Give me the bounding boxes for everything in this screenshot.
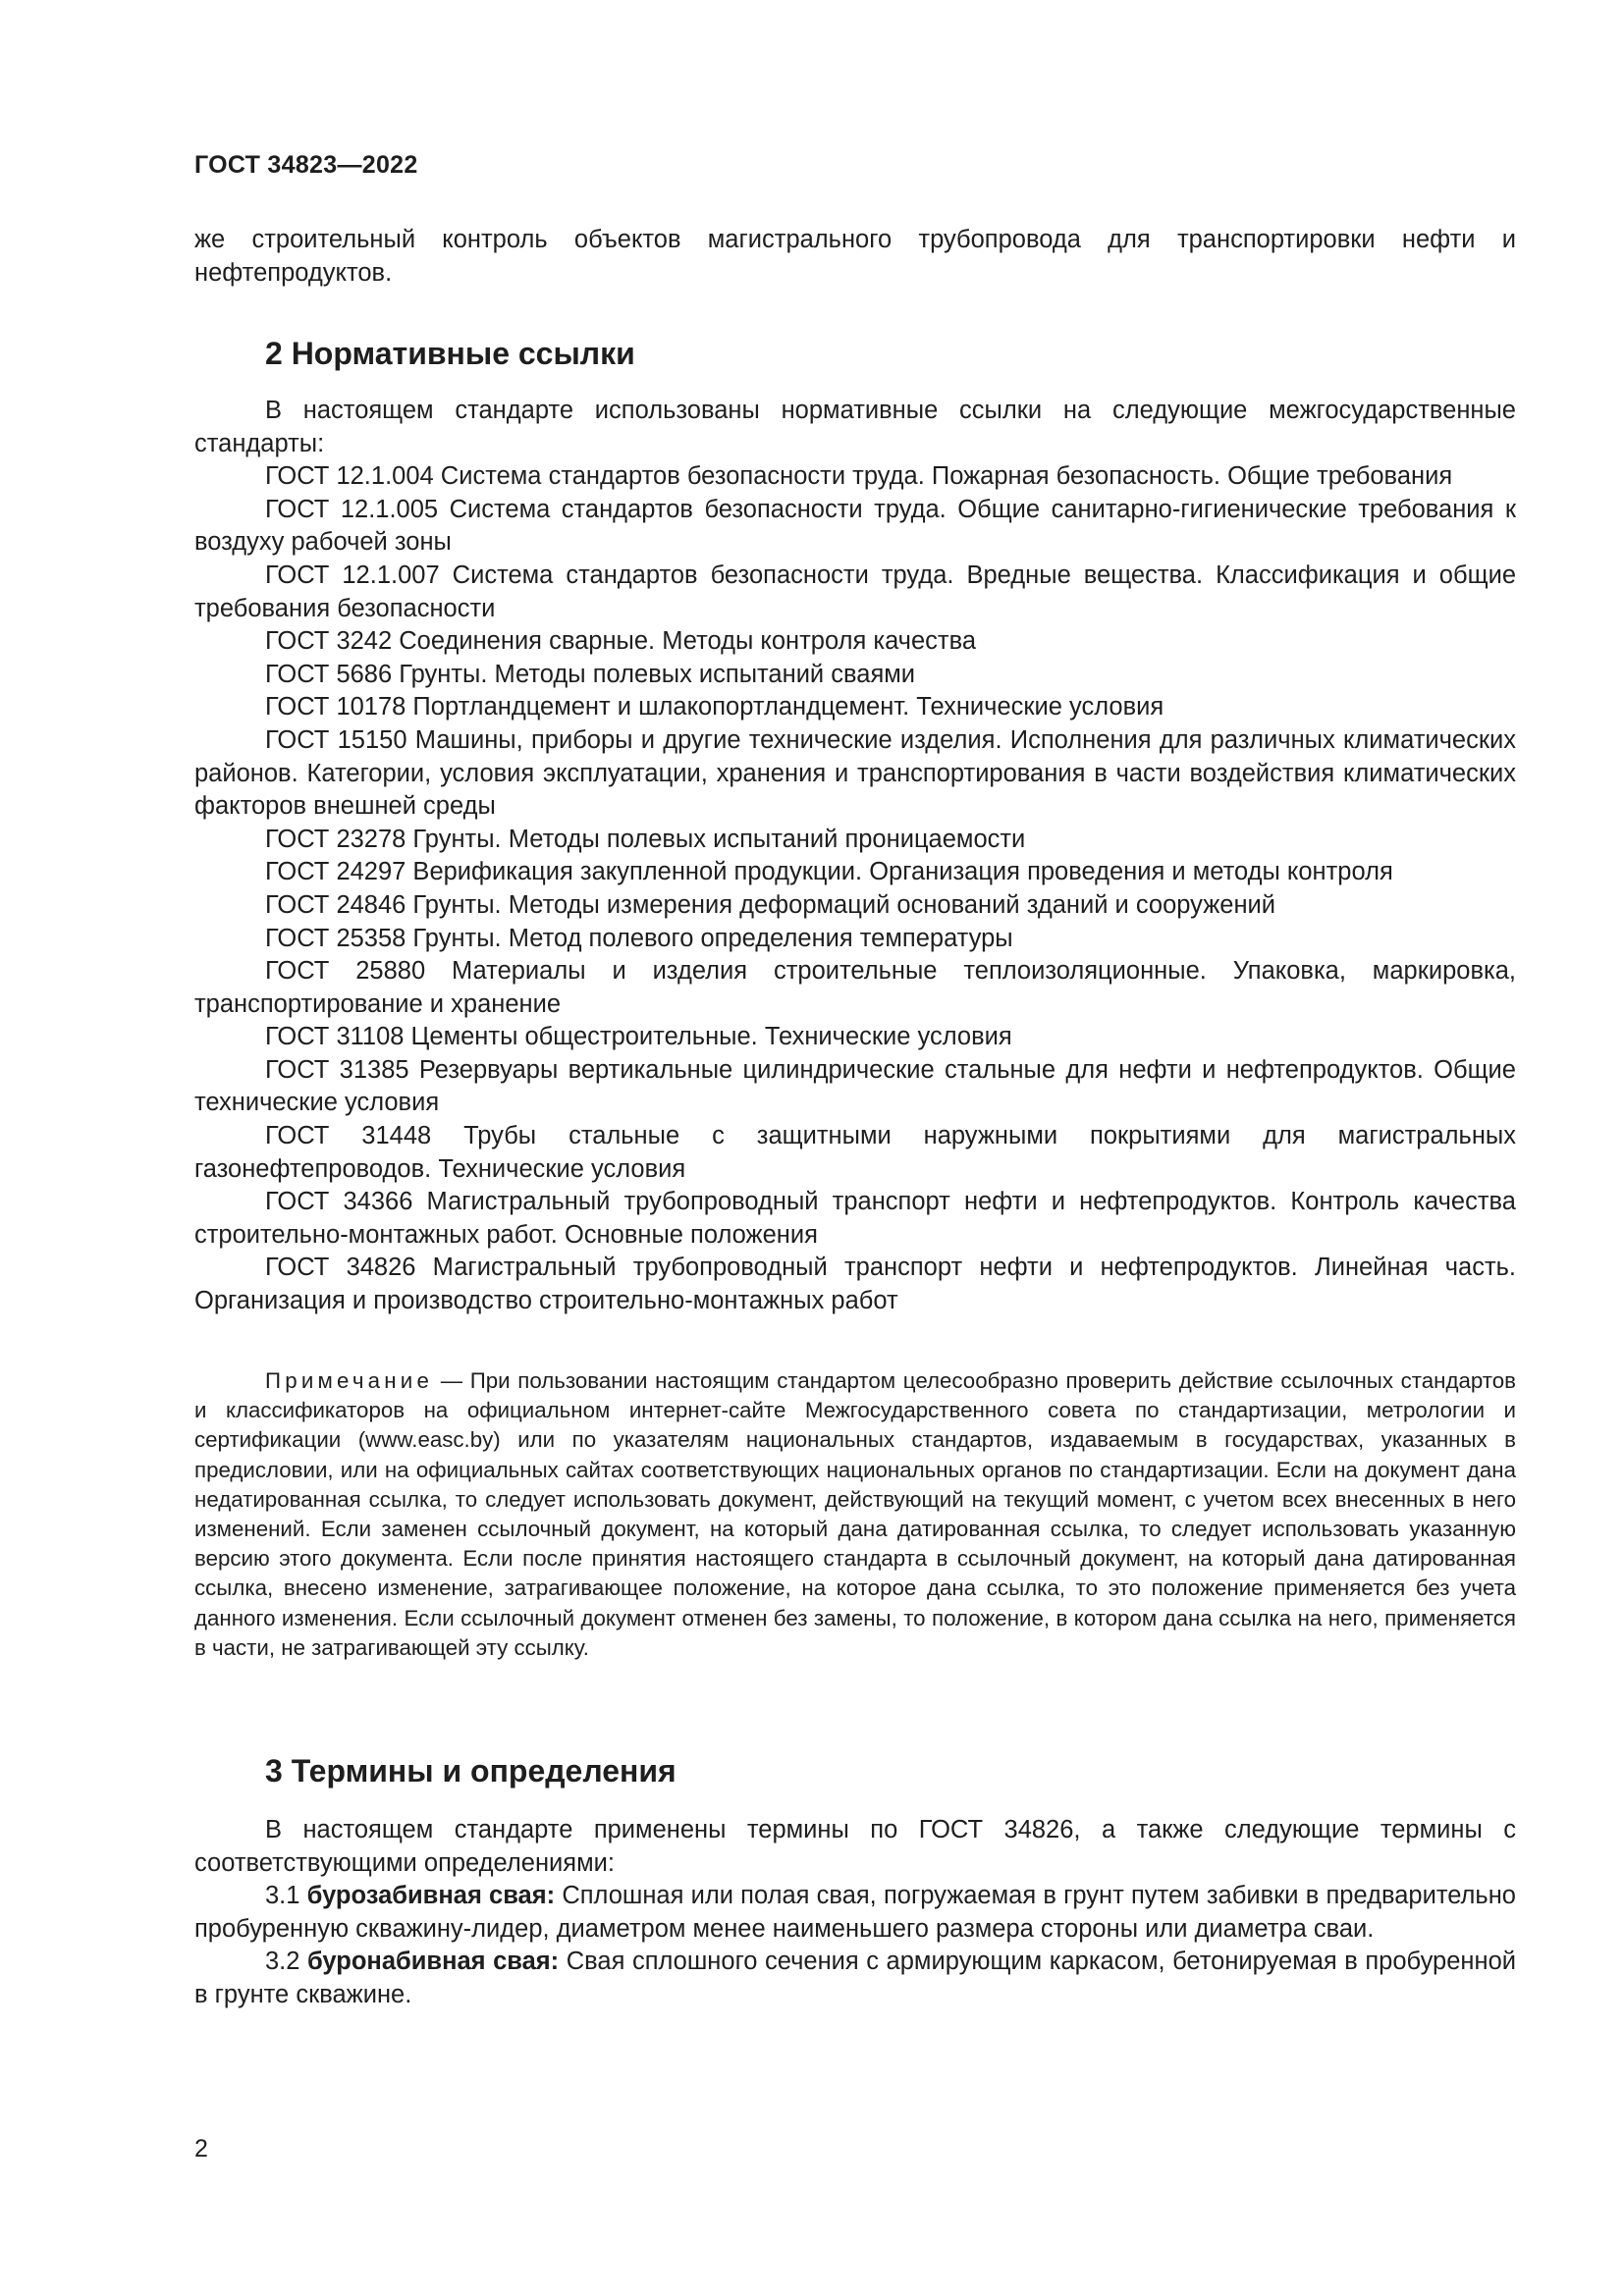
section-2-heading: 2 Нормативные ссылки xyxy=(265,336,635,371)
term-definition: Сплошная или полая свая, погружаемая в грунт путем забивки в предварительно пробуренную скважину-лидер, диаметром менее наименьшего размера стороны или диаметра сваи. xyxy=(194,1882,1516,1943)
term-entry xyxy=(194,1880,1516,1946)
normative-references-block xyxy=(194,395,1516,1318)
reference-item: ГОСТ 31108 Цементы общестроительные. Технические условия xyxy=(265,1023,1012,1051)
reference-item: ГОСТ 12.1.005 Система стандартов безопасности труда. Общие санитарно-гигиенические требования к воздуху рабочей зоны xyxy=(194,495,1516,557)
reference-item: ГОСТ 25880 Материалы и изделия строительные теплоизоляционные. Упаковка, маркировка, транспортирование и хранение xyxy=(194,957,1516,1018)
reference-item: ГОСТ 24297 Верификация закупленной продукции. Организация проведения и методы контроля xyxy=(265,858,1393,886)
reference-item: ГОСТ 3242 Соединения сварные. Методы контроля качества xyxy=(265,627,977,656)
term-name: бурозабивная свая: xyxy=(306,1882,556,1910)
document-code-header: ГОСТ 34823—2022 xyxy=(194,151,418,179)
note-dash: — xyxy=(433,1368,470,1393)
reference-item: ГОСТ 34826 Магистральный трубопроводный транспорт нефти и нефтепродуктов. Линейная часть. Организация и производство строительно-монтажных работ xyxy=(194,1254,1516,1315)
page-number: 2 xyxy=(194,2135,208,2163)
note-label: Примечание xyxy=(265,1368,434,1393)
term-number: 3.1 xyxy=(265,1882,300,1910)
reference-item: ГОСТ 31385 Резервуары вертикальные цилиндрические стальные для нефти и нефтепродуктов. Общие технические условия xyxy=(194,1055,1516,1117)
reference-item: ГОСТ 23278 Грунты. Методы полевых испытаний проницаемости xyxy=(265,825,1026,853)
reference-item: ГОСТ 24846 Грунты. Методы измерения деформаций оснований зданий и сооружений xyxy=(265,890,1276,919)
section-2-intro: В настоящем стандарте использованы нормативные ссылки на следующие межгосударственные стандарты: xyxy=(194,397,1516,457)
reference-item: ГОСТ 31448 Трубы стальные с защитными наружными покрытиями для магистральных газонефтепроводов. Технические условия xyxy=(194,1122,1516,1183)
term-name: буронабивная свая: xyxy=(307,1948,560,1976)
term-entry xyxy=(194,1946,1516,2011)
reference-item: ГОСТ 12.1.007 Система стандартов безопасности труда. Вредные вещества. Классификация и общие требования безопасности xyxy=(194,561,1516,622)
section-3-heading: 3 Термины и определения xyxy=(265,1753,677,1789)
reference-item: ГОСТ 15150 Машины, приборы и другие технические изделия. Исполнения для различных климатических районов. Категории, условия эксплуатации, хранения и транспортирования в части воздействия климатических факторов внешней среды xyxy=(194,725,1516,821)
references-note xyxy=(194,1366,1516,1663)
reference-item: ГОСТ 5686 Грунты. Методы полевых испытаний сваями xyxy=(265,660,916,688)
note-text: При пользовании настоящим стандартом целесообразно проверить действие ссылочных стандартов и классификаторов на официальном интернет-сайте Межгосударственного совета по стандартизации, метрологии и сертификации (www.easc.by) или по указателям национальных стандартов, издаваемым в государствах, указанных в предисловии, или на официальных сайтах соответствующих национальных органов по стандартизации. Если на документ дана недатированная ссылка, то следует использовать документ, действующий на текущий момент, с учетом всех внесенных в него изменений. Если заменен ссылочный документ, на который дана датированная ссылка, то следует использовать указанную версию этого документа. Если после принятия настоящего стандарта в ссылочный документ, на который дана датированная ссылка, внесено изменение, затрагивающее положение, на которое дана ссылка, то это положение применяется без учета данного изменения. Если ссылочный документ отменен без замены, то положение, в котором дана ссылка на него, применяется в части, не затрагивающей эту ссылку. xyxy=(194,1368,1517,1660)
reference-item: ГОСТ 25358 Грунты. Метод полевого определения температуры xyxy=(265,924,1013,952)
term-definition: Свая сплошного сечения с армирующим каркасом, бетонируемая в пробуренной в грунте скважине. xyxy=(194,1948,1516,2008)
reference-item: ГОСТ 10178 Портландцемент и шлакопортландцемент. Технические условия xyxy=(265,693,1164,721)
terms-block xyxy=(194,1814,1516,2012)
section-3-intro: В настоящем стандарте применены термины по ГОСТ 34826, а также следующие термины с соответствующими определениями: xyxy=(194,1816,1516,1877)
term-number: 3.2 xyxy=(265,1948,300,1976)
reference-item: ГОСТ 12.1.004 Система стандартов безопасности труда. Пожарная безопасность. Общие требования xyxy=(265,462,1453,491)
reference-item: ГОСТ 34366 Магистральный трубопроводный транспорт нефти и нефтепродуктов. Контроль качества строительно-монтажных работ. Основные положения xyxy=(194,1188,1516,1249)
continuation-paragraph xyxy=(194,224,1516,290)
continuation-text: же строительный контроль объектов магистрального трубопровода для транспортировки нефти и нефтепродуктов. xyxy=(194,226,1516,287)
